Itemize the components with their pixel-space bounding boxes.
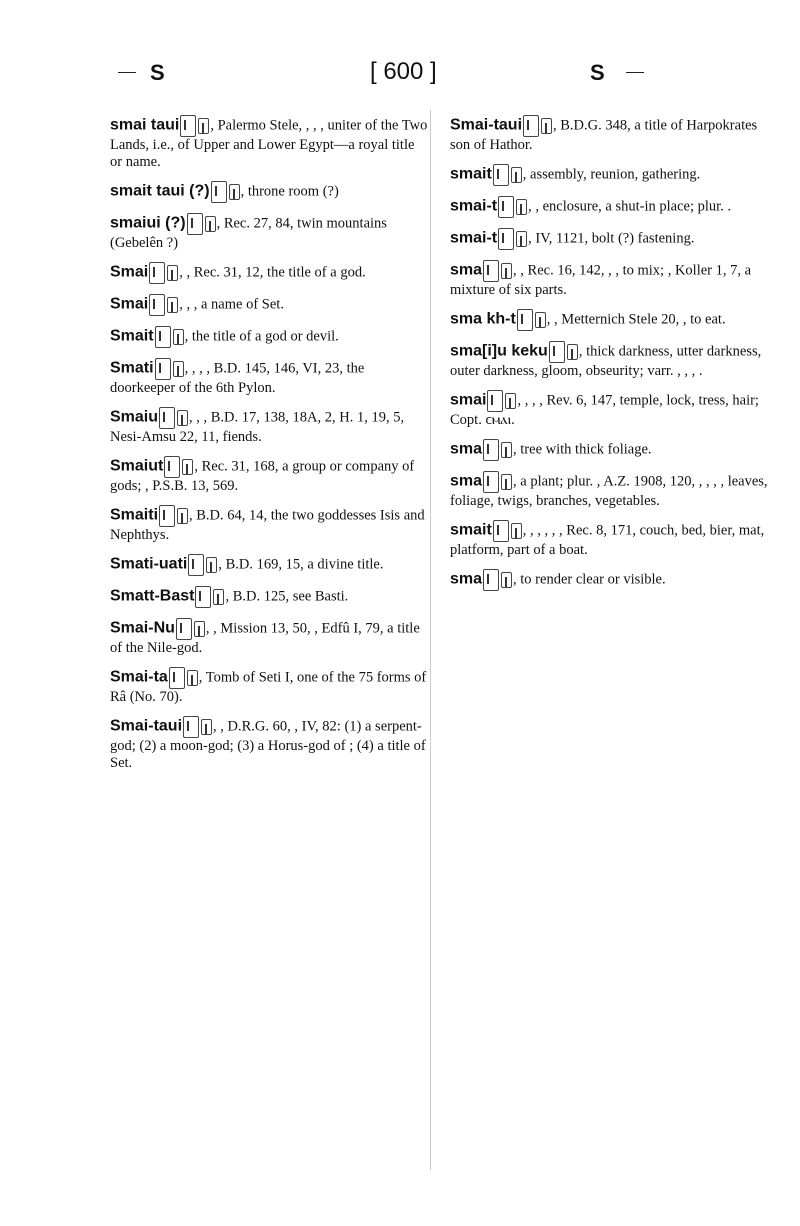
dictionary-entry [110,326,430,348]
header-dash [118,72,136,73]
hieroglyph-icon [167,265,178,281]
entry-headword: smai-t [450,197,498,215]
hieroglyph-icon [187,670,198,686]
hieroglyph-icon [183,716,199,738]
hieroglyph-icon [493,520,509,542]
hieroglyph-icon [155,326,171,348]
hieroglyph-icon [501,572,512,588]
dictionary-entry [450,196,770,218]
hieroglyph-icon [206,557,217,573]
hieroglyph-icon [159,505,175,527]
entry-text: , a plant; plur. , A.Z. 1908, 120, , , , , leaves, foliage, twigs, branches, vegetables. [450,473,768,509]
hieroglyph-icon [493,164,509,186]
hieroglyph-icon [511,167,522,183]
hieroglyph-icon [155,358,171,380]
header-dash [626,72,644,73]
entry-headword: Smai-taui [110,717,183,735]
entry-text: , Rec. 27, 84, twin mountains (Gebelên ?) [110,215,387,251]
hieroglyph-icon [164,456,180,478]
dictionary-entry [110,213,430,252]
dictionary-entry [110,618,430,657]
entry-headword: sma [450,440,483,458]
hieroglyph-icon [501,474,512,490]
dictionary-entry [450,164,770,186]
entry-headword: sma [450,261,483,279]
hieroglyph-icon [169,667,185,689]
dictionary-entry [450,569,770,591]
hieroglyph-icon [182,459,193,475]
entry-text: , IV, 1121, bolt (?) fastening. [528,230,695,247]
dictionary-entry [110,667,430,706]
hieroglyph-icon [159,407,175,429]
entry-headword: smai taui [110,116,180,134]
entry-headword: Smai [110,295,149,313]
hieroglyph-icon [149,294,165,316]
hieroglyph-icon [195,586,211,608]
entry-text: , the title of a god or devil. [184,328,339,345]
entry-text: , , , , , , Rec. 8, 171, couch, bed, bier, mat, platform, part of a boat. [450,522,765,558]
entry-headword: Smaiu [110,408,159,426]
entry-text: , Tomb of Seti I, one of the 75 forms of Râ (No. 70). [110,669,427,705]
dictionary-entry [110,554,430,576]
entry-headword: smait taui (?) [110,182,210,200]
entry-headword: Smati-uati [110,555,188,573]
hieroglyph-icon [187,213,203,235]
hieroglyph-icon [567,344,578,360]
page-header [0,60,800,90]
dictionary-entry [110,456,430,495]
entry-text: , , Mission 13, 50, , Edfû I, 79, a title of the Nile-god. [110,620,420,656]
hieroglyph-icon [483,569,499,591]
entry-text: , B.D.G. 348, a title of Harpokrates son of Hathor. [450,117,758,153]
hieroglyph-icon [149,262,165,284]
dictionary-entry [110,262,430,284]
hieroglyph-icon [483,260,499,282]
header-left-letter: S [150,60,165,85]
entry-text: , Palermo Stele, , , , uniter of the Two Lands, i.e., of Upper and Lower Egypt—a royal title or name. [110,117,428,170]
entry-text: , , , a name of Set. [179,296,284,313]
header-right-letter: S [590,60,605,85]
hieroglyph-icon [177,410,188,426]
hieroglyph-icon [483,439,499,461]
entry-text: , to render clear or visible. [513,571,666,588]
hieroglyph-icon [176,618,192,640]
dictionary-entry [450,341,770,380]
hieroglyph-icon [194,621,205,637]
left-column [110,115,430,782]
entry-headword: Smai-taui [450,116,523,134]
hieroglyph-icon [516,199,527,215]
entry-headword: smaiui (?) [110,214,186,232]
hieroglyph-icon [180,115,196,137]
entry-text: , , , , Rev. 6, 147, temple, lock, tress, hair; Copt. ϲⲙⲁⲓ. [450,392,759,428]
dictionary-entry [110,505,430,544]
dictionary-entry [110,407,430,446]
hieroglyph-icon [535,312,546,328]
hieroglyph-icon [198,118,209,134]
hieroglyph-icon [516,231,527,247]
entry-headword: Smaiut [110,457,164,475]
dictionary-entry [450,115,770,154]
dictionary-entry [450,439,770,461]
entry-headword: Smait [110,327,154,345]
entry-headword: Smaiti [110,506,159,524]
hieroglyph-icon [498,196,514,218]
hieroglyph-icon [211,181,227,203]
dictionary-entry [110,716,430,772]
entry-text: , , enclosure, a shut-in place; plur. . [528,198,732,215]
entry-headword: Smai [110,263,149,281]
entry-headword: Smai-ta [110,668,168,686]
entry-text: , B.D. 169, 15, a divine title. [218,556,384,573]
hieroglyph-icon [167,297,178,313]
hieroglyph-icon [549,341,565,363]
entry-text: , , Rec. 31, 12, the title of a god. [179,264,366,281]
hieroglyph-icon [501,442,512,458]
entry-text: , tree with thick foliage. [513,441,652,458]
dictionary-entry [110,358,430,397]
hieroglyph-icon [523,115,539,137]
page-number: [ 600 ] [370,58,437,85]
hieroglyph-icon [173,329,184,345]
entry-headword: sma[i]u keku [450,342,548,360]
hieroglyph-icon [201,719,212,735]
entry-text: , , , , B.D. 145, 146, VI, 23, the doorkeeper of the 6th Pylon. [110,360,365,396]
hieroglyph-icon [505,393,516,409]
entry-text: , assembly, reunion, gathering. [522,166,701,183]
dictionary-entry [110,586,430,608]
dictionary-entry [450,471,770,510]
hieroglyph-icon [205,216,216,232]
hieroglyph-icon [541,118,552,134]
dictionary-entry [450,390,770,429]
entry-text: , , Rec. 16, 142, , , to mix; , Koller 1, 7, a mixture of six parts. [450,262,752,298]
entry-headword: Smati [110,359,154,377]
entry-text: , B.D. 64, 14, the two goddesses Isis and Nephthys. [110,507,425,543]
hieroglyph-icon [483,471,499,493]
column-divider [430,110,431,1170]
hieroglyph-icon [517,309,533,331]
dictionary-entry [450,260,770,299]
dictionary-entry [450,309,770,331]
hieroglyph-icon [498,228,514,250]
entry-text: , B.D. 125, see Basti. [225,588,349,605]
hieroglyph-icon [188,554,204,576]
hieroglyph-icon [213,589,224,605]
hieroglyph-icon [177,508,188,524]
entry-headword: smai [450,391,487,409]
entry-text: , , Metternich Stele 20, , to eat. [546,311,726,328]
entry-headword: Smatt-Bast [110,587,195,605]
entry-headword: sma [450,570,483,588]
dictionary-entry [110,294,430,316]
entry-text: , throne room (?) [240,183,339,200]
entry-headword: Smai-Nu [110,619,175,637]
entry-headword: sma kh-t [450,310,516,328]
dictionary-entry [110,115,430,171]
entry-headword: smai-t [450,229,498,247]
hieroglyph-icon [511,523,522,539]
entry-text: , , , B.D. 17, 138, 18A, 2, H. 1, 19, 5, Nesi-Amsu 22, 11, fiends. [110,409,405,445]
right-column [450,115,770,601]
entry-text: , , D.R.G. 60, , IV, 82: (1) a serpent-god; (2) a moon-god; (3) a Horus-god of ; (4) a title of Set. [110,718,426,771]
hieroglyph-icon [173,361,184,377]
entry-text: , thick darkness, utter darkness, outer darkness, gloom, obseurity; varr. , , , . [450,343,762,379]
hieroglyph-icon [229,184,240,200]
dictionary-entry [450,520,770,559]
dictionary-entry [110,181,430,203]
hieroglyph-icon [501,263,512,279]
entry-text: , Rec. 31, 168, a group or company of gods; , P.S.B. 13, 569. [110,458,415,494]
entry-headword: smait [450,165,492,183]
hieroglyph-icon [487,390,503,412]
entry-headword: smait [450,521,492,539]
dictionary-entry [450,228,770,250]
entry-headword: sma [450,472,483,490]
